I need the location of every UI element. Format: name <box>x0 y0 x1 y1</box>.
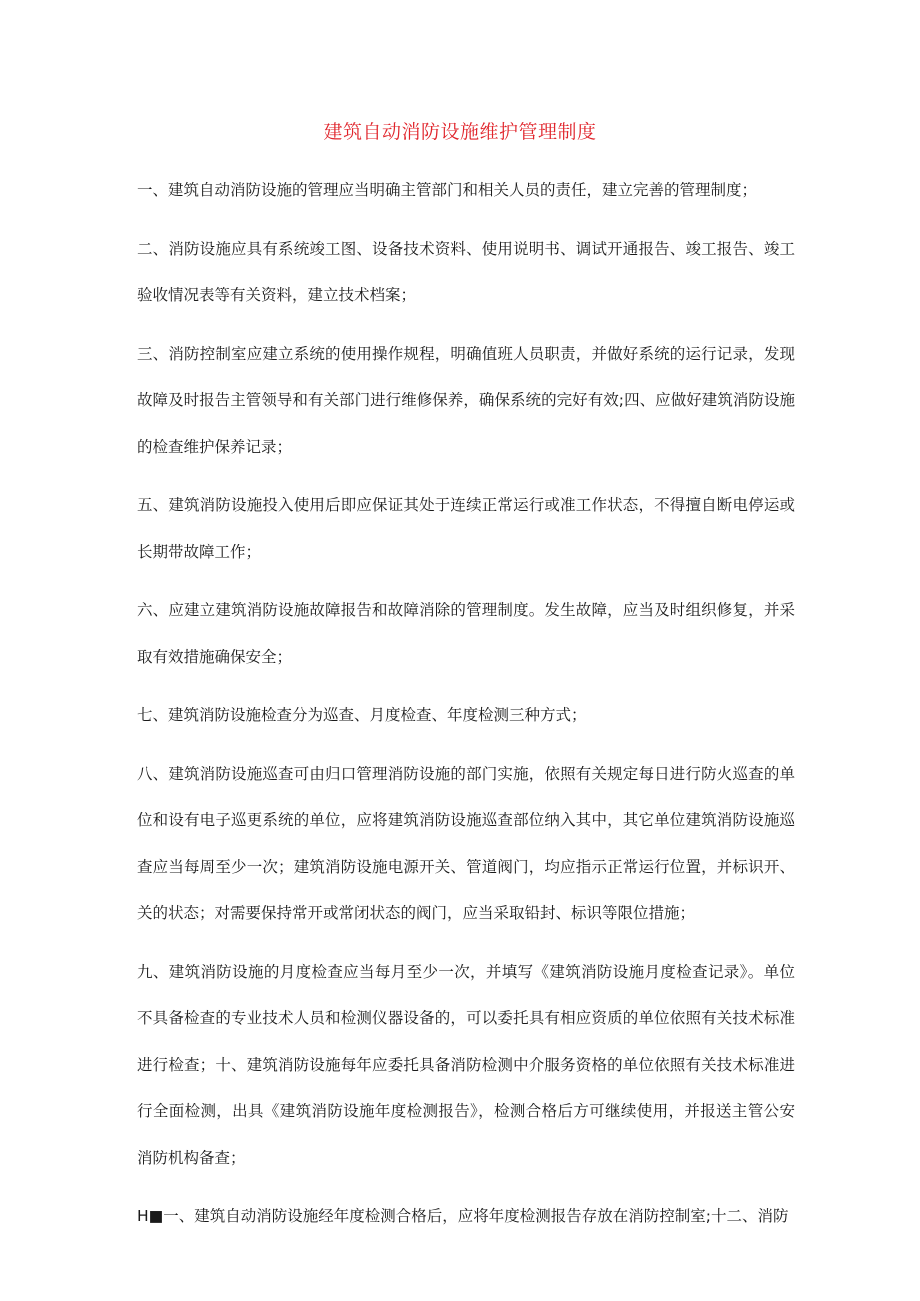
paragraph-7: 七、建筑消防设施检查分为巡查、月度检查、年度检测三种方式； <box>137 706 587 724</box>
paragraph-5: 五、建筑消防设施投入使用后即应保证其处于连续正常运行或准工作状态，不得擅自断电停运或长期带故障工作； <box>137 496 795 561</box>
paragraph-3: 三、消防控制室应建立系统的使用操作规程，明确值班人员职责，并做好系统的运行记录，发现故障及时报告主管领导和有关部门进行维修保养，确保系统的完好有效;四、应做好建筑消防设施的检查维护保养记录； <box>137 344 795 456</box>
paragraph-6: 六、应建立建筑消防设施故障报告和故障消除的管理制度。发生故障，应当及时组织修复，并采取有效措施确保安全； <box>137 601 795 666</box>
document-title: 建筑自动消防设施维护管理制度 <box>323 121 597 143</box>
paragraph-2: 二、消防设施应具有系统竣工图、设备技术资料、使用说明书、调试开通报告、竣工报告、竣工验收情况表等有关资料，建立技术档案； <box>137 239 795 304</box>
document-body <box>137 167 795 1252</box>
paragraph-11: H■一、建筑自动消防设施经年度检测合格后，应将年度检测报告存放在消防控制室;十二、消防 <box>137 1207 789 1225</box>
paragraph-9: 九、建筑消防设施的月度检查应当每月至少一次，并填写《建筑消防设施月度检查记录》。单位不具备检查的专业技术人员和检测仪器设备的，可以委托具有相应资质的单位依照有关技术标准进行检查；十、建筑消防设施每年应委托具备消防检测中介服务资格的单位依照有关技术标准进行全面检测，出具《建筑消防设施年度检测报告》，检测合格后方可继续使用，并报送主管公安消防机构备查； <box>137 962 795 1167</box>
paragraph-1: 一、建筑自动消防设施的管理应当明确主管部门和相关人员的责任，建立完善的管理制度； <box>137 181 758 199</box>
paragraph-8: 八、建筑消防设施巡查可由归口管理消防设施的部门实施，依照有关规定每日进行防火巡查的单位和设有电子巡更系统的单位，应将建筑消防设施巡查部位纳入其中，其它单位建筑消防设施巡查应当每周至少一次；建筑消防设施电源开关、管道阀门，均应指示正常运行位置，并标识开、关的状态；对需要保持常开或常闭状态的阀门，应当采取铅封、标识等限位措施； <box>137 764 795 922</box>
